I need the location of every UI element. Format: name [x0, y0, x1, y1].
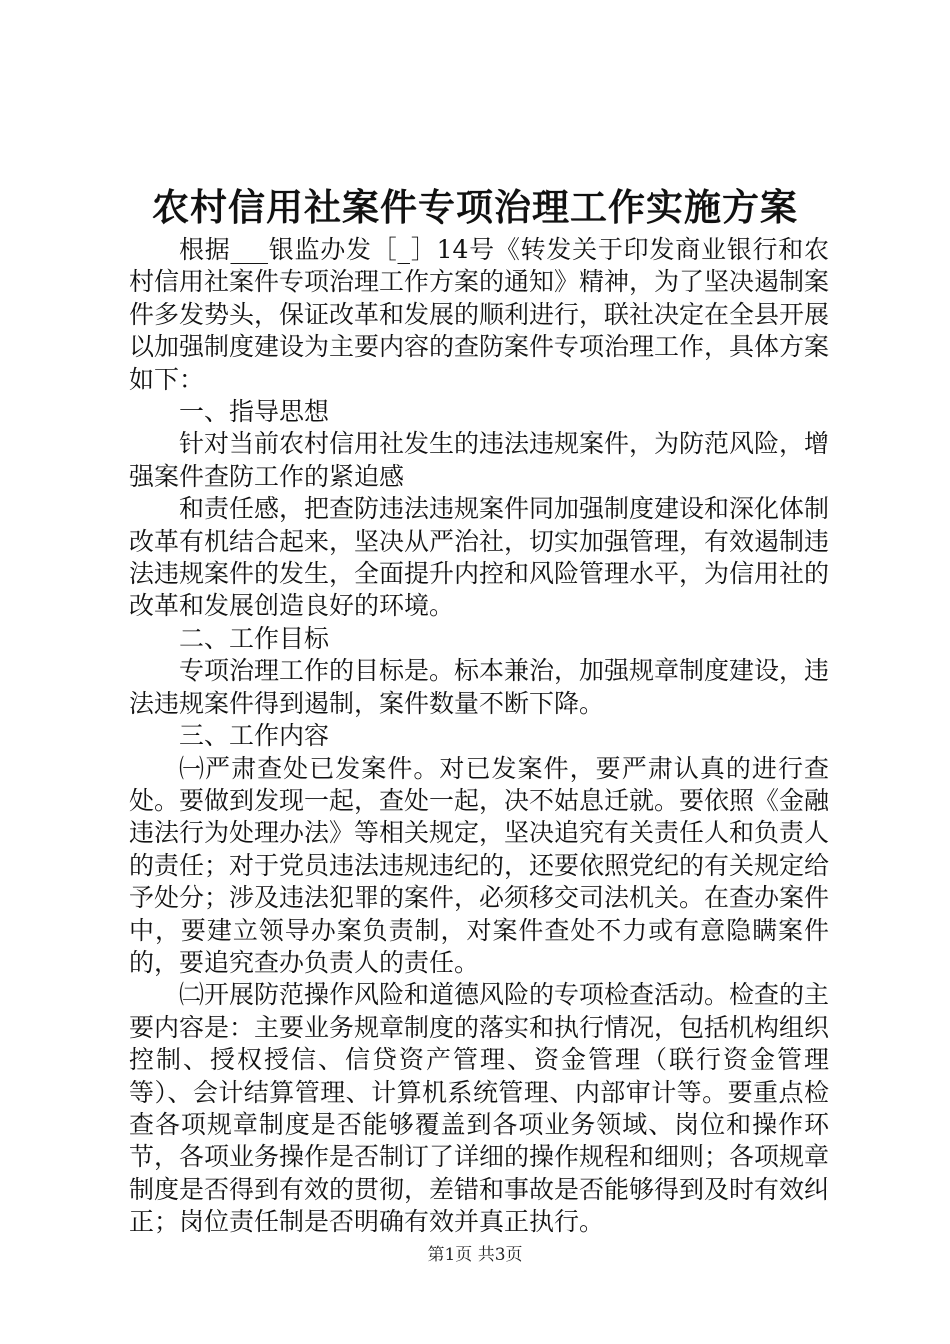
work-goal-paragraph: 专项治理工作的目标是。标本兼治，加强规章制度建设，违法违规案件得到遏制，案件数量不断下降。 — [129, 656, 830, 718]
intro-paragraph: 根据___银监办发［_］14号《转发关于印发商业银行和农村信用社案件专项治理工作方案的通知》精神，为了坚决遏制案件多发势头，保证改革和发展的顺利进行，联社决定在全县开展以加强制度建设为主要内容的查防案件专项治理工作，具体方案如下： — [129, 235, 830, 394]
guiding-thought-paragraph-2: 和责任感，把查防违法违规案件同加强制度建设和深化体制改革有机结合起来，坚决从严治社，切实加强管理，有效遏制违法违规案件的发生，全面提升内控和风险管理水平，为信用社的改革和发展创造良好的环境。 — [129, 494, 830, 621]
document-title: 农村信用社案件专项治理工作实施方案 — [152, 185, 798, 229]
page-number-footer: 第1页 共3页 — [427, 1245, 523, 1265]
document-body — [129, 234, 829, 1239]
section-heading-guiding-thought: 一、指导思想 — [179, 397, 330, 427]
section-heading-work-goal: 二、工作目标 — [179, 623, 330, 653]
work-content-item-1: ㈠严肃查处已发案件。对已发案件，要严肃认真的进行查处。要做到发现一起，查处一起，决不姑息迁就。要依照《金融违法行为处理办法》等相关规定，坚决追究有关责任人和负责人的责任；对于党员违法违规违纪的，还要依照党纪的有关规定给予处分；涉及违法犯罪的案件，必须移交司法机关。在查办案件中，要建立领导办案负责制，对案件查处不力或有意隐瞒案件的，要追究查办负责人的责任。 — [129, 753, 830, 977]
guiding-thought-paragraph-1: 针对当前农村信用社发生的违法违规案件，为防范风险，增强案件查防工作的紧迫感 — [129, 429, 830, 491]
section-heading-work-content: 三、工作内容 — [179, 721, 330, 751]
work-content-item-2: ㈡开展防范操作风险和道德风险的专项检查活动。检查的主要内容是：主要业务规章制度的落实和执行情况，包括机构组织控制、授权授信、信贷资产管理、资金管理（联行资金管理等）、会计结算管理、计算机系统管理、内部审计等。要重点检查各项规章制度是否能够覆盖到各项业务领域、岗位和操作环节，各项业务操作是否制订了详细的操作规程和细则；各项规章制度是否得到有效的贯彻，差错和事故是否能够得到及时有效纠正；岗位责任制是否明确有效并真正执行。 — [129, 980, 830, 1237]
